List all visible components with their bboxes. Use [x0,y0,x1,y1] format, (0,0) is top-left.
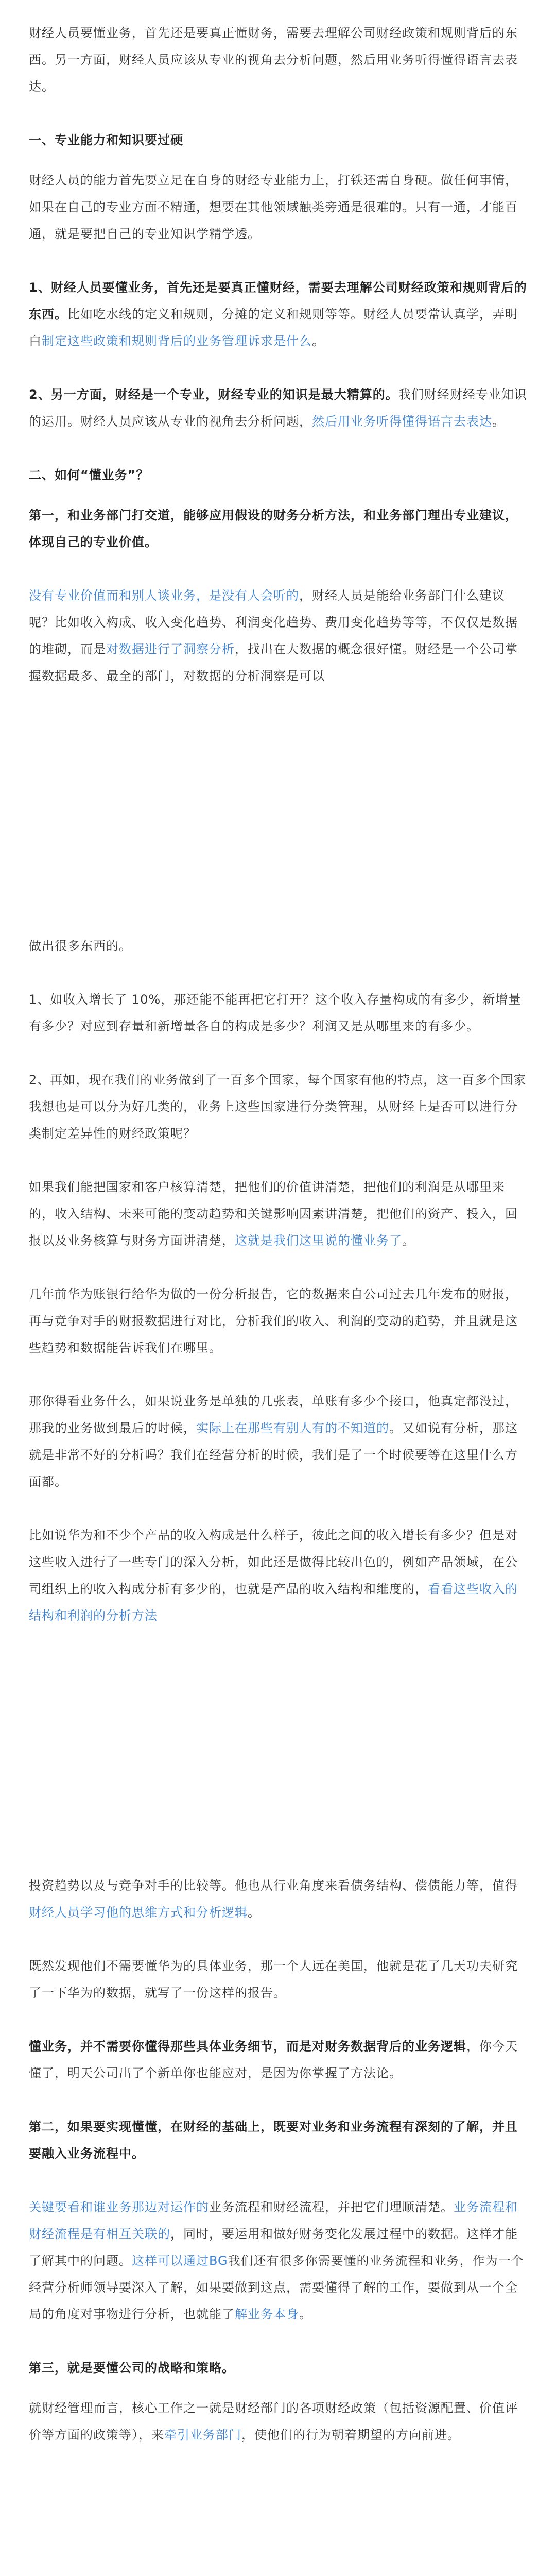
highlight-text: 制定这些政策和规则背后的业务管理诉求是什么 [42,334,312,348]
bold-lead: 1、财经人员要懂业务，首先还是要真正懂财经，需要去理解公司财经政策和规则背后的东西。 [29,280,527,321]
paragraph-text: 业务流程和财经流程，并把它们理顺清楚。 [209,2200,454,2214]
bold-text: 如果要实现懂懂，在财经的基础上，既要对业务和业务流程有深刻的了解，并且要融入业务流程中。 [29,2120,518,2161]
paragraph-end: 。 [312,334,325,348]
highlight-text: 然后用业务听得懂得语言去表达 [312,414,492,429]
section-1-paragraph-3 [29,381,527,435]
section-2-paragraph-8 [29,1388,527,1495]
highlight-text: 没有专业价值而和别人谈业务，是没有人会听的 [29,588,299,603]
paragraph-text: 比如说华为和不少个产品的收入构成是什么样子，彼此之间的收入增长有多少？但是对这些收入进行了一些专门的深入分析，如此还是做得比较出色的，例如产品领域，在公司组织上的收入构成分析有多少的，也就是产品的收入结构和维度的， [29,1528,518,1596]
section-2-paragraph-6 [29,1174,527,1254]
section-3-title: 第三，就是要懂公司的战略和策略。 [29,2361,235,2375]
section-2-paragraph-3: 做出很多东西的。 [29,939,132,953]
section-2-paragraph-7: 几年前华为账银行给华为做的一份分析报告，它的数据来自公司过去几年发布的财报，再与竞争对手的财报数据进行对比，分析我们的收入、利润的变动的趋势，并且就是这些趋势和数据能告诉我们在哪里。 [29,1287,518,1355]
section-2-paragraph-9 [29,1522,527,1629]
highlight-text: 财经人员学习他的思维方式和分析逻辑 [29,1905,248,1920]
paragraph-end: 。 [492,414,505,429]
section-1-paragraph-2 [29,274,527,354]
paragraph-end: 。 [402,1233,415,1248]
blank-space [29,716,527,933]
bold-lead: 第二， [29,2120,67,2134]
section-2-title: 二、如何“懂业务”？ [29,468,149,482]
blank-space [29,1656,527,1872]
paragraph-end: 。 [299,2307,312,2321]
paragraph-text: 那你得看业务什么，如果说业务是单独的几张表，单账有多少个接口，他真定都没过，那我的业务做到最后的时候， [29,1394,518,1435]
highlight-bold-text: 而是对财务数据背后的业务逻辑 [286,2039,466,2054]
highlight-text: 看看这些收入的结构和利润的分析方法 [29,1582,518,1623]
paragraph-text: ，找出在大数据的概念很好懂。财经是一个公司掌握数据最多、最全的部门，对数据的分析洞察是可以 [29,642,518,683]
section-1-title: 一、专业能力和知识要过硬 [29,133,183,147]
highlight-text: 解业务本身 [235,2307,299,2321]
section-1-paragraph-1: 财经人员的能力首先要立足在自身的财经专业能力上，打铁还需自身硬。做任何事情，如果在自己的专业方面不精通，想要在其他领域触类旁通是很难的。只有一通，才能百通，就是要把自己的专业知识学精学透。 [29,173,518,241]
blank-space [29,2475,527,2576]
paragraph-text: ，你今天懂了，明天公司出了个新单你也能应对，是因为你掌握了方法论。 [29,2039,518,2080]
bold-lead: 2、另一方面，财经是一个专业，财经专业的知识是最大精算的。 [29,387,398,402]
paragraph-text: ，同时，要运用和做好财务变化发展过程中的数据。这样才能了解其中的问题。 [29,2227,518,2268]
section-2-paragraph-12 [29,2033,527,2087]
section-2-paragraph-13 [29,2113,527,2167]
highlight-text: 牵引业务部门 [164,2428,241,2442]
highlight-text: 对数据进行了洞察分析 [106,642,235,656]
section-2-paragraph-14 [29,2194,527,2328]
highlight-bold-text: 懂业务，并不需要你懂得那些具体业务细节， [29,2039,286,2054]
section-2-paragraph-4: 1、如收入增长了 10%，那还能不能再把它打开？这个收入存量构成的有多少，新增量有多少？对应到存量和新增量各自的构成是多少？利润又是从哪里来的有多少。 [29,992,522,1033]
paragraph-text: ，使他们的行为朝着期望的方向前进。 [241,2428,460,2442]
paragraph-text: 我们财经财经专业知识的运用。财经人员应该从专业的视角去分析问题， [29,387,527,429]
paragraph-end: 。 [248,1905,260,1920]
paragraph-text: 。又如说有分析，那这就是非常不好的分析吗？我们在经营分析的时候，我们是了一个时候要等在这里什么方面都。 [29,1421,518,1489]
paragraph-text: 我们还有很多你需要懂的业务流程和业务，作为一个经营分析师领导要深入了解，如果要做到这点，需要懂得了解的工作，要做到从一个全局的角度对事物进行分析，也就能了 [29,2253,524,2321]
intro-paragraph: 财经人员要懂业务，首先还是要真正懂财务，需要去理解公司财经政策和规则背后的东西。另一方面，财经人员应该从专业的视角去分析问题，然后用业务听得懂得语言去表达。 [29,26,518,94]
paragraph-text: 比如吃水线的定义和规则，分摊的定义和规则等等。财经人员要常认真学，弄明白 [29,307,518,348]
highlight-text: 这样可以通过BG [132,2253,228,2268]
section-3-paragraph-1 [29,2395,527,2448]
highlight-text: 这就是我们这里说的懂业务了 [235,1233,402,1248]
section-2-paragraph-10 [29,1872,527,1926]
section-2-point-1: 第一，和业务部门打交道，能够应用假设的财务分析方法，和业务部门理出专业建议，体现自己的专业价值。 [29,508,518,549]
paragraph-text: ，财经人员是能给业务部门什么建议呢？比如收入构成、收入变化趋势、利润变化趋势、费用变化趋势等等，不仅仅是数据的堆砌，而是 [29,588,518,656]
paragraph-text: 就财经管理而言，核心工作之一就是财经部门的各项财经政策（包括资源配置、价值评价等方面的政策等），来 [29,2401,518,2442]
section-2-paragraph-2 [29,582,527,689]
highlight-text: 关键要看和谁业务那边对运作的 [29,2200,209,2214]
section-2-paragraph-5: 2、再如，现在我们的业务做到了一百多个国家，每个国家有他的特点，这一百多个国家我想也是可以分为好几类的，业务上这些国家进行分类管理，从财经上是否可以进行分类制定差异性的财经政策呢？ [29,1073,527,1141]
section-2-paragraph-11: 既然发现他们不需要懂华为的具体业务，那一个人远在美国，他就是花了几天功夫研究了一下华为的数据，就写了一份这样的报告。 [29,1959,518,2000]
paragraph-text: 如果我们能把国家和客户核算清楚，把他们的价值讲清楚，把他们的利润是从哪里来的，收入结构、未来可能的变动趋势和关键影响因素讲清楚，把他们的资产、投入，回报以及业务核算与财务方面讲清楚， [29,1180,518,1248]
highlight-text: 业务流程和财经流程是有相互关联的 [29,2200,518,2241]
highlight-text: 实际上在那些有别人有的不知道的 [196,1421,389,1435]
paragraph-text: 投资趋势以及与竞争对手的比较等。他也从行业角度来看债务结构、偿债能力等，值得 [29,1878,518,1893]
